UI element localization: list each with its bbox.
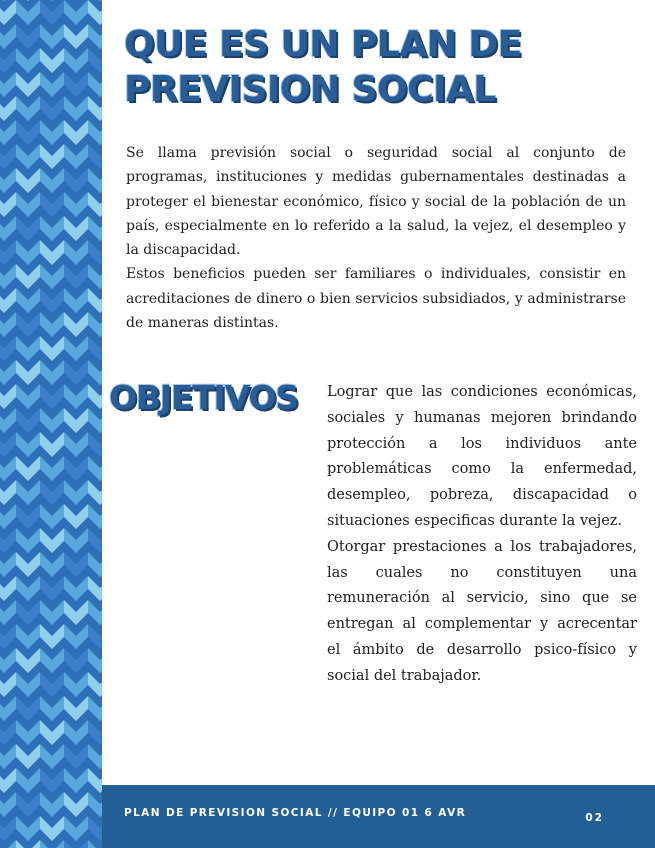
chevron-stripe [40, 144, 64, 169]
chevron-stripe [16, 792, 40, 817]
chevron-stripe [88, 336, 102, 361]
chevron-stripe [64, 528, 88, 553]
page-title: QUE ES UN PLAN DE PREVISION SOCIAL [124, 24, 522, 110]
chevron-stripe [88, 24, 102, 49]
chevron-stripe [40, 96, 64, 121]
chevron-stripe [64, 792, 88, 817]
chevron-stripe [64, 264, 88, 289]
chevron-stripe [40, 312, 64, 337]
chevron-stripe [40, 408, 64, 433]
chevron-stripe [0, 312, 16, 337]
chevron-stripe [0, 72, 16, 97]
chevron-stripe [0, 720, 16, 745]
chevron-stripe [88, 720, 102, 745]
chevron-stripe [0, 0, 16, 25]
chevron-stripe [64, 192, 88, 217]
chevron-stripe [16, 192, 40, 217]
chevron-stripe [64, 216, 88, 241]
chevron-stripe [40, 816, 64, 841]
chevron-stripe [88, 648, 102, 673]
chevron-stripe [16, 216, 40, 241]
chevron-stripe [16, 96, 40, 121]
chevron-stripe [64, 120, 88, 145]
chevron-stripe [40, 672, 64, 697]
chevron-stripe [16, 768, 40, 793]
chevron-stripe [88, 480, 102, 505]
chevron-stripe [0, 168, 16, 193]
chevron-stripe [40, 720, 64, 745]
chevron-stripe [40, 0, 64, 25]
chevron-stripe [16, 552, 40, 577]
chevron-stripe [0, 336, 16, 361]
chevron-stripe [40, 336, 64, 361]
chevron-stripe [0, 360, 16, 385]
chevron-stripe [40, 360, 64, 385]
chevron-stripe [0, 480, 16, 505]
chevron-stripe [16, 840, 40, 848]
chevron-stripe [88, 600, 102, 625]
chevron-stripe [88, 48, 102, 73]
chevron-stripe [64, 744, 88, 769]
chevron-stripe [40, 840, 64, 848]
chevron-stripe [40, 600, 64, 625]
chevron-stripe [0, 408, 16, 433]
chevron-stripe [88, 504, 102, 529]
chevron-stripe [64, 720, 88, 745]
chevron-stripe [16, 480, 40, 505]
chevron-stripe [0, 648, 16, 673]
chevron-stripe [0, 696, 16, 721]
chevron-stripe [40, 48, 64, 73]
chevron-stripe [16, 408, 40, 433]
chevron-stripe [64, 768, 88, 793]
chevron-stripe [40, 480, 64, 505]
chevron-stripe [16, 336, 40, 361]
chevron-stripe [0, 768, 16, 793]
chevron-stripe [64, 600, 88, 625]
chevron-stripe [88, 792, 102, 817]
chevron-stripe [88, 360, 102, 385]
chevron-stripe [64, 432, 88, 457]
chevron-stripe [64, 72, 88, 97]
chevron-stripe [88, 432, 102, 457]
chevron-stripe [40, 576, 64, 601]
chevron-stripe [40, 264, 64, 289]
chevron-stripe [40, 24, 64, 49]
chevron-stripe [0, 744, 16, 769]
chevron-stripe [64, 480, 88, 505]
chevron-stripe [0, 456, 16, 481]
chevron-stripe [40, 168, 64, 193]
chevron-stripe [16, 504, 40, 529]
chevron-stripe [40, 240, 64, 265]
chevron-stripe [64, 336, 88, 361]
objetivos-section [327, 380, 637, 690]
chevron-stripe [0, 192, 16, 217]
objetivos-heading: OBJETIVOS [109, 378, 298, 417]
chevron-stripe [16, 144, 40, 169]
chevron-stripe [0, 624, 16, 649]
objetivos-paragraph-2: Otorgar prestaciones a los trabajadores, las cuales no constituyen una remuneración al servicio, sino que se entregan al complementar y acrecentar el ámbito de desarrollo psico-físico y social del trabajador. [327, 538, 637, 684]
chevron-stripe [0, 120, 16, 145]
chevron-stripe [64, 360, 88, 385]
chevron-stripe [40, 456, 64, 481]
chevron-stripe [0, 288, 16, 313]
chevron-stripe [0, 504, 16, 529]
chevron-stripe [40, 648, 64, 673]
chevron-stripe [40, 768, 64, 793]
chevron-stripe [16, 0, 40, 1]
chevron-stripe [64, 312, 88, 337]
objetivos-paragraph-1: Lograr que las condiciones económicas, sociales y humanas mejoren brindando protección a los individuos ante problemáticas como la enfermedad, desempleo, pobreza, discapacidad o situaciones especificas durante la vejez. [327, 384, 637, 529]
footer-text: PLAN DE PREVISION SOCIAL // EQUIPO 01 6 AVR [124, 807, 467, 819]
chevron-stripe [16, 24, 40, 49]
chevron-stripe [64, 624, 88, 649]
chevron-stripe [0, 384, 16, 409]
chevron-stripe [64, 456, 88, 481]
chevron-stripe [64, 840, 88, 848]
chevron-stripe [0, 24, 16, 49]
chevron-stripe [88, 168, 102, 193]
intro-section [126, 141, 626, 335]
chevron-stripe [88, 0, 102, 1]
chevron-stripe [88, 768, 102, 793]
chevron-stripe [64, 672, 88, 697]
chevron-stripe [64, 504, 88, 529]
chevron-stripe [40, 288, 64, 313]
chevron-stripe [88, 240, 102, 265]
chevron-stripe [64, 0, 88, 25]
chevron-stripe [0, 792, 16, 817]
chevron-stripe [0, 216, 16, 241]
chevron-stripe [16, 312, 40, 337]
chevron-stripe [88, 816, 102, 841]
chevron-stripe [16, 456, 40, 481]
chevron-stripe [40, 0, 64, 1]
page-number: 02 [585, 812, 604, 824]
chevron-stripe [16, 528, 40, 553]
chevron-stripe [88, 456, 102, 481]
chevron-stripe [16, 72, 40, 97]
chevron-stripe [88, 672, 102, 697]
chevron-stripe [40, 72, 64, 97]
chevron-stripe [0, 0, 16, 1]
chevron-stripe [40, 432, 64, 457]
chevron-pattern-sidebar [0, 0, 102, 848]
chevron-stripe [16, 600, 40, 625]
chevron-stripe [0, 48, 16, 73]
chevron-stripe [16, 168, 40, 193]
chevron-stripe [40, 216, 64, 241]
chevron-stripe [0, 840, 16, 848]
chevron-stripe [16, 288, 40, 313]
chevron-stripe [16, 624, 40, 649]
chevron-stripe [0, 600, 16, 625]
chevron-stripe [88, 576, 102, 601]
chevron-stripe [16, 576, 40, 601]
chevron-stripe [16, 264, 40, 289]
chevron-stripe [16, 240, 40, 265]
chevron-stripe [88, 96, 102, 121]
chevron-stripe [64, 240, 88, 265]
chevron-stripe [16, 384, 40, 409]
chevron-stripe [64, 696, 88, 721]
chevron-stripe [0, 552, 16, 577]
chevron-stripe [0, 672, 16, 697]
chevron-stripe [0, 264, 16, 289]
chevron-stripe [64, 24, 88, 49]
page-content [102, 0, 655, 848]
chevron-stripe [40, 552, 64, 577]
chevron-stripe [40, 384, 64, 409]
chevron-stripe [64, 144, 88, 169]
chevron-stripe [0, 528, 16, 553]
chevron-stripe [40, 624, 64, 649]
chevron-stripe [16, 0, 40, 25]
chevron-stripe [16, 360, 40, 385]
chevron-stripe [40, 504, 64, 529]
chevron-stripe [64, 408, 88, 433]
chevron-stripe [16, 744, 40, 769]
chevron-stripe [40, 528, 64, 553]
intro-paragraph-1: Se llama previsión social o seguridad social al conjunto de programas, instituciones y medidas gubernamentales destinadas a proteger el bienestar económico, físico y social de la población de un país, especialmente en lo referido a la salud, la vejez, el desempleo y la discapacidad. [126, 145, 626, 259]
chevron-stripe [64, 816, 88, 841]
chevron-stripe [88, 312, 102, 337]
chevron-stripe [88, 72, 102, 97]
chevron-stripe [16, 432, 40, 457]
chevron-stripe [88, 0, 102, 25]
chevron-stripe [0, 576, 16, 601]
chevron-stripe [16, 48, 40, 73]
chevron-stripe [64, 168, 88, 193]
chevron-stripe [40, 192, 64, 217]
chevron-stripe [40, 744, 64, 769]
chevron-stripe [88, 120, 102, 145]
footer-bar [102, 785, 655, 848]
chevron-stripe [88, 192, 102, 217]
chevron-stripe [0, 240, 16, 265]
chevron-stripe [88, 744, 102, 769]
chevron-stripe [16, 696, 40, 721]
chevron-stripe [40, 792, 64, 817]
chevron-stripe [64, 552, 88, 577]
chevron-stripe [0, 432, 16, 457]
chevron-stripe [64, 648, 88, 673]
chevron-stripe [16, 816, 40, 841]
chevron-stripe [88, 264, 102, 289]
chevron-stripe [88, 840, 102, 848]
chevron-stripe [64, 288, 88, 313]
chevron-stripe [40, 120, 64, 145]
chevron-stripe [88, 288, 102, 313]
chevron-pattern [0, 0, 102, 848]
chevron-stripe [88, 144, 102, 169]
chevron-stripe [88, 408, 102, 433]
chevron-stripe [16, 648, 40, 673]
chevron-stripe [64, 96, 88, 121]
chevron-stripe [88, 384, 102, 409]
chevron-stripe [0, 816, 16, 841]
chevron-stripe [88, 696, 102, 721]
chevron-stripe [16, 720, 40, 745]
chevron-stripe [64, 0, 88, 1]
chevron-stripe [64, 576, 88, 601]
chevron-stripe [64, 384, 88, 409]
chevron-stripe [88, 552, 102, 577]
chevron-stripe [88, 624, 102, 649]
chevron-stripe [16, 120, 40, 145]
chevron-stripe [88, 216, 102, 241]
chevron-stripe [40, 696, 64, 721]
chevron-stripe [16, 672, 40, 697]
chevron-stripe [0, 144, 16, 169]
chevron-stripe [64, 48, 88, 73]
intro-paragraph-2: Estos beneficios pueden ser familiares o individuales, consistir en acreditaciones de dinero o bien servicios subsidiados, y administrarse de maneras distintas. [126, 266, 626, 332]
chevron-stripe [88, 528, 102, 553]
chevron-stripe [0, 96, 16, 121]
